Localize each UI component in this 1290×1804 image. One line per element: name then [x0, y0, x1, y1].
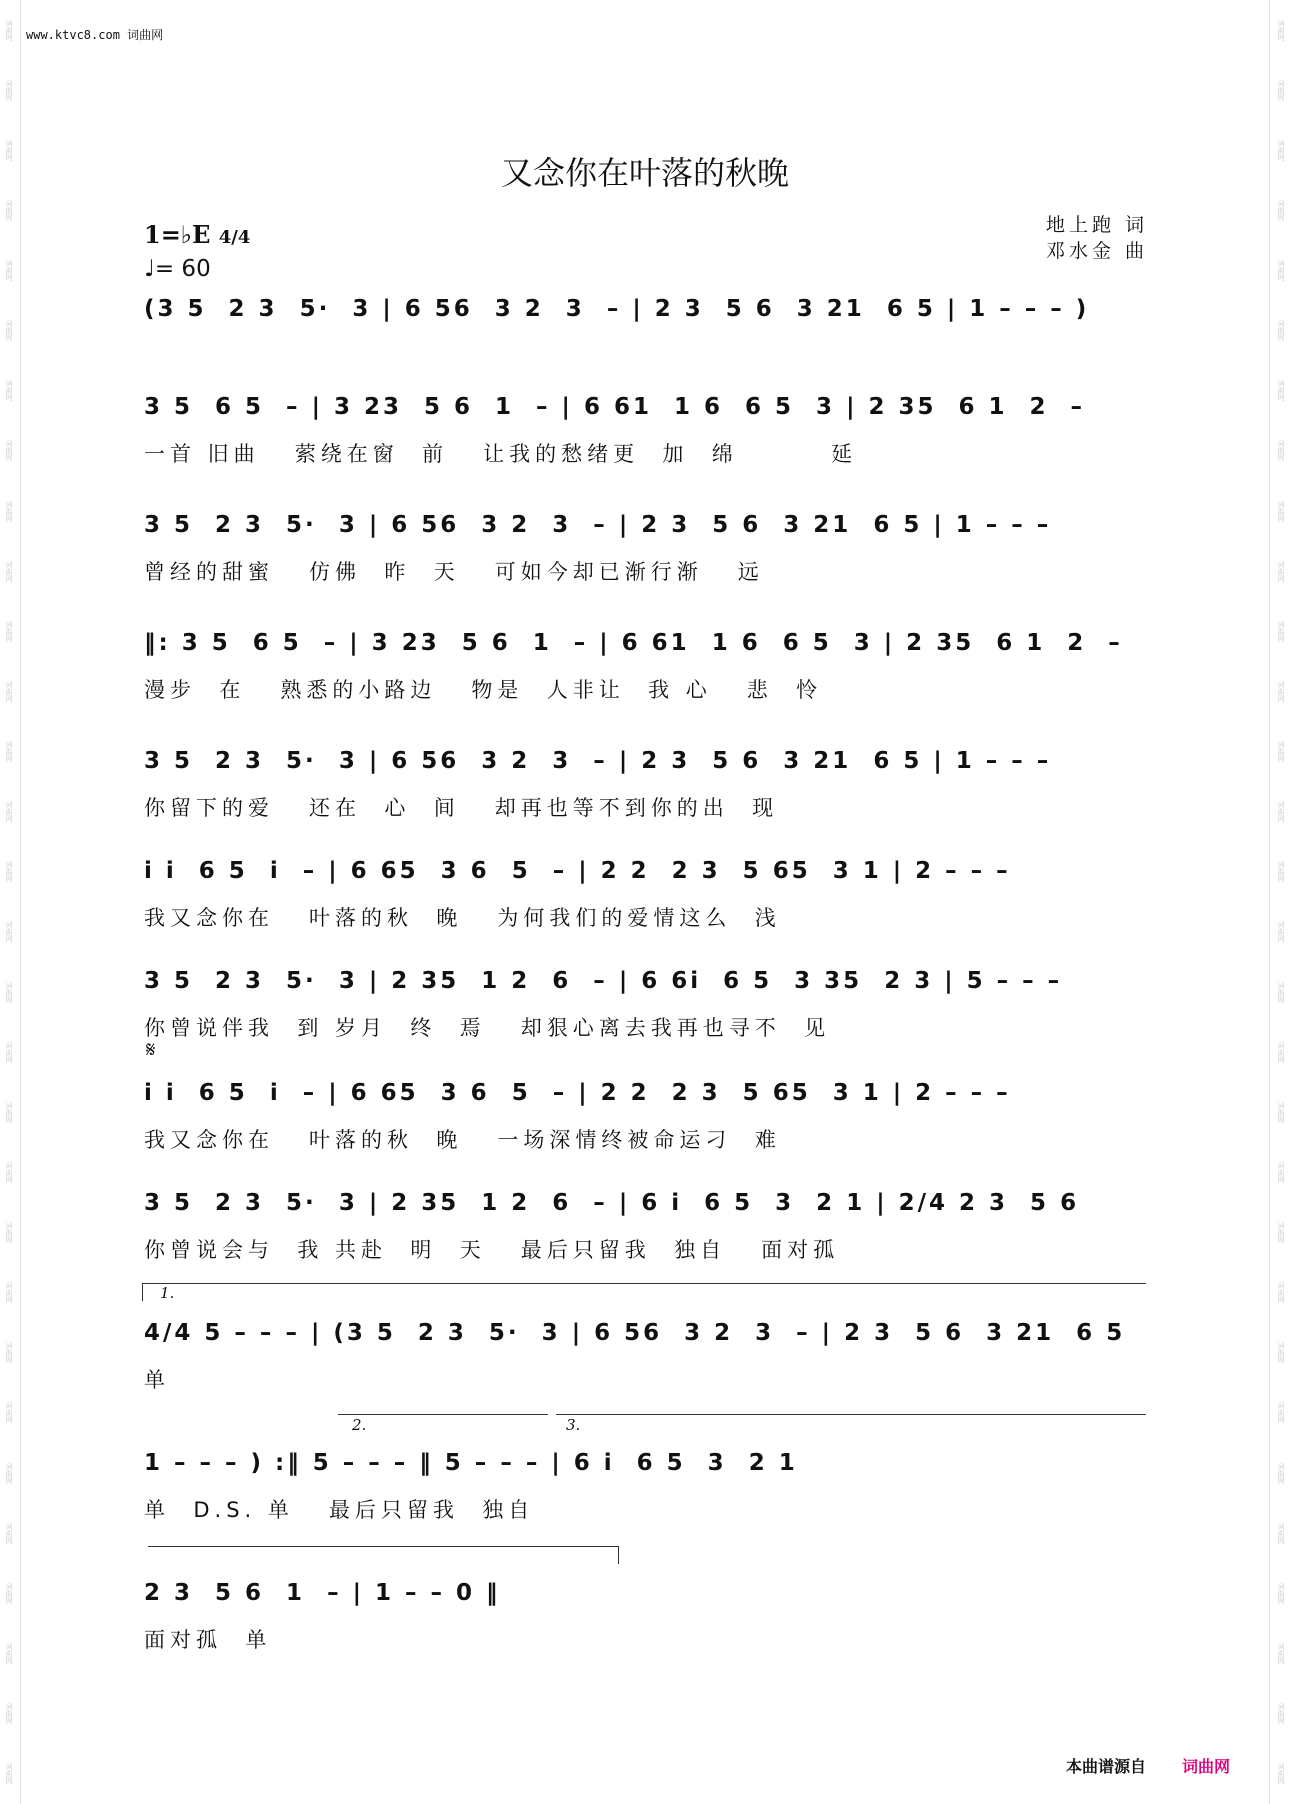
watermark-text: 词曲网 [1277, 981, 1285, 1003]
watermark-text: 词曲网 [5, 1222, 13, 1244]
left-watermark-strip [0, 0, 18, 1804]
right-margin-rule [1269, 0, 1270, 1804]
song-title: 又念你在叶落的秋晚 [500, 154, 789, 192]
watermark-text: 词曲网 [5, 1763, 13, 1785]
watermark-text: 词曲网 [5, 1522, 13, 1544]
coda-bracket-edge [618, 1546, 619, 1564]
watermark-text: 词曲网 [1277, 560, 1285, 582]
watermark-text: 词曲网 [5, 139, 13, 161]
watermark-text: 词曲网 [1277, 921, 1285, 943]
volta-1-label: 1. [160, 1284, 175, 1302]
watermark-text: 词曲网 [1277, 1582, 1285, 1604]
notation-row: ‖: 3 5 6 5 – | 3 23 5 6 1 – | 6 61 1 6 6 5 3 | 2 35 6 1 2 – [144, 630, 1123, 656]
watermark-text: 词曲网 [5, 680, 13, 702]
watermark-text: 词曲网 [1277, 741, 1285, 763]
watermark-text: 词曲网 [5, 500, 13, 522]
watermark-text: 词曲网 [1277, 1101, 1285, 1123]
lyrics-row: 单 D.S. 单 最后只留我 独自 [144, 1498, 535, 1522]
watermark-text: 词曲网 [1277, 440, 1285, 462]
tempo-marking: ♩= 60 [144, 256, 211, 282]
lyrics-row: 你曾说伴我 到 岁月 终 焉 却狠心离去我再也寻不 见 [144, 1016, 831, 1040]
watermark-text: 词曲网 [1277, 680, 1285, 702]
watermark-text: 词曲网 [1277, 199, 1285, 221]
watermark-text: 词曲网 [5, 440, 13, 462]
lyricist-credit: 地上跑 词 [1045, 214, 1148, 236]
volta-3-bracket [556, 1414, 1146, 1415]
watermark-text: 词曲网 [5, 741, 13, 763]
watermark-text: 词曲网 [5, 199, 13, 221]
watermark-text: 词曲网 [5, 560, 13, 582]
watermark-text: 词曲网 [1277, 1462, 1285, 1484]
watermark-text: 词曲网 [1277, 1041, 1285, 1063]
lyrics-row: 我又念你在 叶落的秋 晚 一场深情终被命运刁 难 [144, 1128, 781, 1152]
notation-row: 3 5 2 3 5· 3 | 2 35 1 2 6 – | 6 6i 6 5 3 35 2 3 | 5 – – – [144, 968, 1063, 994]
lyrics-row: 一首 旧曲 萦绕在窗 前 让我的愁绪更 加 绵 延 [144, 442, 858, 466]
left-margin-rule [20, 0, 21, 1804]
watermark-text: 词曲网 [1277, 1522, 1285, 1544]
watermark-text: 词曲网 [1277, 1763, 1285, 1785]
volta-3-label: 3. [566, 1416, 581, 1434]
notation-row: 4/4 5 – – – | (3 5 2 3 5· 3 | 6 56 3 2 3 – | 2 3 5 6 3 21 6 5 [144, 1320, 1126, 1346]
lyrics-row: 面对孤 单 [144, 1628, 272, 1652]
volta-2-label: 2. [352, 1416, 367, 1434]
watermark-text: 词曲网 [5, 1462, 13, 1484]
watermark-text: 词曲网 [5, 861, 13, 883]
notation-row: 3 5 2 3 5· 3 | 6 56 3 2 3 – | 2 3 5 6 3 21 6 5 | 1 – – – [144, 748, 1052, 774]
volta-1-bracket-edge [142, 1283, 143, 1301]
watermark-text: 词曲网 [1277, 1642, 1285, 1664]
watermark-text: 词曲网 [1277, 1402, 1285, 1424]
watermark-text: 词曲网 [1277, 19, 1285, 41]
notation-row: 3 5 6 5 – | 3 23 5 6 1 – | 6 61 1 6 6 5 3 | 2 35 6 1 2 – [144, 394, 1086, 420]
watermark-text: 词曲网 [1277, 79, 1285, 101]
watermark-text: 词曲网 [5, 981, 13, 1003]
brand-link[interactable]: 词曲网 [1181, 1757, 1230, 1776]
lyrics-row: 漫步 在 熟悉的小路边 物是 人非让 我 心 悲 怜 [144, 678, 823, 702]
watermark-text: 词曲网 [1277, 801, 1285, 823]
watermark-text: 词曲网 [5, 1101, 13, 1123]
watermark-text: 词曲网 [5, 1041, 13, 1063]
notation-row: i i 6 5 i – | 6 65 3 6 5 – | 2 2 2 3 5 65 3 1 | 2 – – – [144, 858, 1011, 884]
watermark-text: 词曲网 [5, 1402, 13, 1424]
notation-row: 1 – – – ) :‖ 5 – – – ‖ 5 – – – | 6 i 6 5 3 2 1 [144, 1450, 798, 1476]
volta-1-bracket [142, 1283, 1146, 1284]
watermark-text: 词曲网 [1277, 1703, 1285, 1725]
lyrics-row: 你曾说会与 我 共赴 明 天 最后只留我 独自 面对孤 [144, 1238, 840, 1262]
watermark-text: 词曲网 [5, 19, 13, 41]
watermark-text: 词曲网 [5, 1161, 13, 1183]
lyrics-row: 你留下的爱 还在 心 间 却再也等不到你的出 现 [144, 796, 779, 820]
lyrics-row: 我又念你在 叶落的秋 晚 为何我们的爱情这么 浅 [144, 906, 781, 930]
watermark-text: 词曲网 [1277, 500, 1285, 522]
watermark-text: 词曲网 [1277, 260, 1285, 282]
volta-2-bracket [338, 1414, 548, 1415]
lyrics-row: 单 [144, 1368, 170, 1392]
watermark-text: 词曲网 [5, 380, 13, 402]
watermark-text: 词曲网 [5, 79, 13, 101]
lyrics-row: 曾经的甜蜜 仿佛 昨 天 可如今却已渐行渐 远 [144, 560, 764, 584]
watermark-text: 词曲网 [1277, 1161, 1285, 1183]
watermark-text: 词曲网 [1277, 320, 1285, 342]
watermark-text: 词曲网 [5, 620, 13, 642]
notation-row: (3 5 2 3 5· 3 | 6 56 3 2 3 – | 2 3 5 6 3 21 6 5 | 1 – – – ) [144, 296, 1090, 322]
notation-row: 2 3 5 6 1 – | 1 – – 0 ‖ [144, 1580, 501, 1606]
notation-row: 3 5 2 3 5· 3 | 6 56 3 2 3 – | 2 3 5 6 3 21 6 5 | 1 – – – [144, 512, 1052, 538]
coda-bracket [148, 1546, 618, 1547]
watermark-text: 词曲网 [1277, 861, 1285, 883]
watermark-text: 词曲网 [5, 801, 13, 823]
watermark-text: 词曲网 [1277, 380, 1285, 402]
source-footer: 本曲谱源自 词曲网 [1065, 1757, 1230, 1776]
watermark-text: 词曲网 [5, 1342, 13, 1364]
site-url[interactable]: www.ktvc8.com 词曲网 [26, 28, 164, 42]
watermark-text: 词曲网 [5, 1282, 13, 1304]
right-watermark-strip [1272, 0, 1290, 1804]
watermark-text: 词曲网 [1277, 1222, 1285, 1244]
notation-row: 3 5 2 3 5· 3 | 2 35 1 2 6 – | 6 i 6 5 3 2 1 | 2/4 2 3 5 6 [144, 1190, 1080, 1216]
watermark-text: 词曲网 [1277, 139, 1285, 161]
watermark-text: 词曲网 [5, 260, 13, 282]
watermark-text: 词曲网 [1277, 1342, 1285, 1364]
watermark-text: 词曲网 [5, 1582, 13, 1604]
segno-sign: 𝄋 [146, 1038, 156, 1063]
watermark-text: 词曲网 [5, 1703, 13, 1725]
watermark-text: 词曲网 [5, 320, 13, 342]
watermark-text: 词曲网 [5, 921, 13, 943]
watermark-text: 词曲网 [1277, 620, 1285, 642]
notation-row: i i 6 5 i – | 6 65 3 6 5 – | 2 2 2 3 5 65 3 1 | 2 – – – [144, 1080, 1011, 1106]
watermark-text: 词曲网 [5, 1642, 13, 1664]
watermark-text: 词曲网 [1277, 1282, 1285, 1304]
key-signature: 1=♭E 4/4 [144, 220, 251, 249]
composer-credit: 邓水金 曲 [1045, 240, 1148, 262]
